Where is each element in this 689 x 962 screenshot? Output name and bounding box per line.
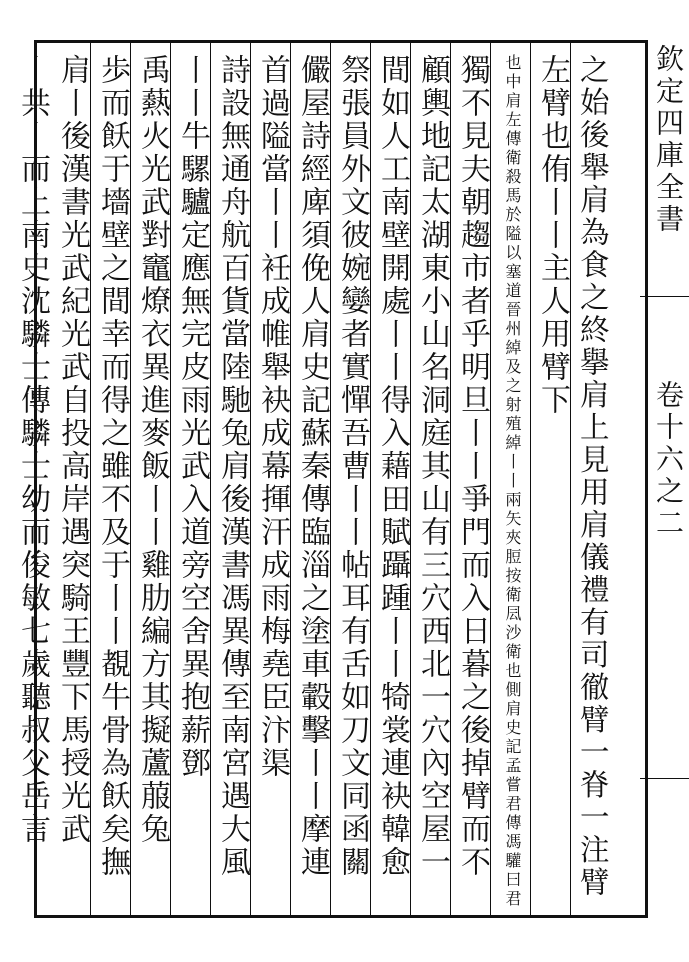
text-column-11 <box>174 54 210 910</box>
column-text: 左臂也侑丨丨主人用臂下 <box>535 54 570 417</box>
column-text: 祭張員外文彼婉孌者實憚吾曹丨丨帖耳有舌如刀文同函關 <box>335 54 370 879</box>
text-column-14 <box>54 54 90 910</box>
column-rule <box>490 40 491 918</box>
text-column-4 <box>454 54 490 910</box>
book-title: 欽定四庫全書 <box>652 44 685 236</box>
column-text: 儼屋詩經庳須俛人肩史記蘇秦傳臨淄之塗車轂擊丨丨摩連 <box>295 54 330 879</box>
column-text: 詩設無通舟航百貨當陸馳兔肩後漢書馮異傳至南宮遇大風 <box>215 54 250 879</box>
text-column-1 <box>574 54 610 910</box>
text-column-2 <box>534 54 570 910</box>
text-column-3 <box>494 54 530 910</box>
column-rule <box>530 40 531 918</box>
column-rule <box>570 40 571 918</box>
column-rule <box>210 40 211 918</box>
column-rule <box>90 40 91 918</box>
column-rule <box>370 40 371 918</box>
text-column-12 <box>134 54 170 910</box>
text-column-8 <box>294 54 330 910</box>
column-text: 獨不見夫朝趨市者乎明旦丨丨爭門而入日暮之後掉臂而不 <box>455 54 490 879</box>
column-text: 禹爇火光武對竈燎衣異進麥飯丨丨雞肋編方其擬蘆菔兔 <box>135 54 170 846</box>
text-column-10 <box>214 54 250 910</box>
column-text: 丨丨牛騾驢定應無完皮雨光武入道旁空舍異抱薪鄧 <box>175 54 210 780</box>
margin-rule <box>640 296 689 297</box>
chapter-margin <box>650 380 686 560</box>
column-text: 歩而飫于墻壁之間幸而得之雖不及于丨丨覩牛骨為飫矣撫 <box>95 54 130 879</box>
column-rule <box>250 40 251 918</box>
text-column-15 <box>14 54 50 910</box>
text-column-6 <box>374 54 410 910</box>
column-rule <box>410 40 411 918</box>
text-column-13 <box>94 54 130 910</box>
column-text: 也中肩左傳衛殺馬於隘以塞道晉州綽及之射殖綽丨丨兩矢夾脰按衛凨沙衛也側肩史記孟嘗君傳馮驩曰君 <box>503 54 522 909</box>
column-rule <box>450 40 451 918</box>
text-column-9 <box>254 54 290 910</box>
column-rule <box>290 40 291 918</box>
text-column-5 <box>414 54 450 910</box>
column-text: 肩丨後漢書光武紀光武自投高岸遇突騎王豐下馬授光武 <box>55 54 90 846</box>
column-text: 顧輿地記太湖東小山名洞庭其山有三穴西北一穴內空屋一 <box>415 54 450 879</box>
column-text: 間如人工南壁開處丨丨得入藉田賦躡踵丨丨犄裳連袂韓愈 <box>375 54 410 879</box>
column-rule <box>170 40 171 918</box>
column-text: 丨共丨而上南史沈驎士傳驎士幼而俊敏七歲聽叔父岳言 <box>15 54 50 846</box>
column-text: 之始後舉肩為食之終擧肩上見用肩儀禮有司徹臂一脊一注臂 <box>575 54 610 899</box>
column-rule <box>130 40 131 918</box>
book-title-margin <box>650 44 686 294</box>
column-text: 首過隘當丨丨衽成帷舉袂成幕揮汗成雨梅堯臣汴渠 <box>255 54 290 780</box>
chapter-label: 卷十六之二 <box>652 380 685 540</box>
text-column-7 <box>334 54 370 910</box>
column-rule <box>330 40 331 918</box>
margin-rule <box>640 778 689 779</box>
